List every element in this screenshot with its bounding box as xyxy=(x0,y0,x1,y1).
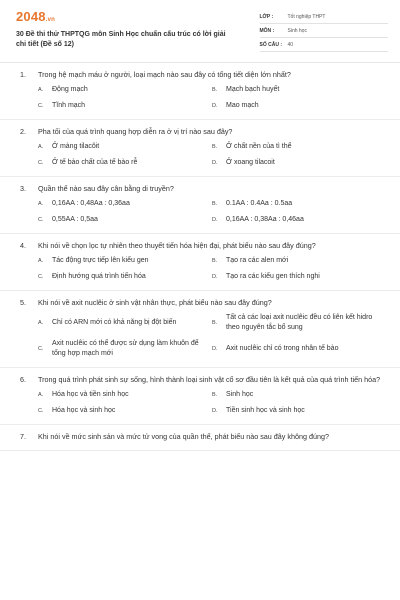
answer-option[interactable] xyxy=(38,390,212,400)
answer-text: Tĩnh mạch xyxy=(52,102,86,109)
question-item xyxy=(0,291,400,368)
answer-letter: D. xyxy=(212,103,218,109)
meta-value: 40 xyxy=(287,41,294,48)
question-number: 3. xyxy=(20,184,26,193)
question-number: 2. xyxy=(20,127,26,136)
answer-option[interactable] xyxy=(212,158,386,168)
answer-text: Tạo ra các kiểu gen thích nghi xyxy=(226,273,320,280)
answer-letter: A. xyxy=(38,201,44,207)
question-text: Quần thể nào sau đây cân bằng di truyền? xyxy=(38,184,174,193)
answer-letter: D. xyxy=(212,160,218,166)
answer-text: Động mạch xyxy=(52,86,88,93)
answer-letter: C. xyxy=(38,408,44,414)
answer-text: Ở tế bào chất của tế bào rễ xyxy=(52,159,138,166)
answer-option[interactable] xyxy=(38,256,212,266)
question-item xyxy=(0,63,400,120)
question-item xyxy=(0,425,400,451)
meta-value: Tốt nghiệp THPT xyxy=(287,13,326,20)
question-number: 7. xyxy=(20,432,26,441)
answer-option[interactable] xyxy=(212,390,386,400)
answer-option[interactable] xyxy=(38,272,212,282)
answer-option[interactable] xyxy=(38,85,212,95)
answer-text: Định hướng quá trình tiến hóa xyxy=(52,273,146,280)
answer-text: 0,55AA : 0,5aa xyxy=(52,216,98,223)
answer-option[interactable] xyxy=(38,101,212,111)
answer-letter: A. xyxy=(38,87,44,93)
answer-text: 0,16AA : 0,48Aa : 0,36aa xyxy=(52,200,130,207)
answer-letter: A. xyxy=(38,258,44,264)
question-list xyxy=(12,63,388,451)
answer-option[interactable] xyxy=(212,199,386,209)
answer-text: Chỉ có ARN mới có khả năng bị đột biến xyxy=(52,319,177,326)
exam-title: 30 Đề thi thử THPTQG môn Sinh Học chuẩn cấu trúc có lời giải chi tiết (Đề số 12) xyxy=(16,31,226,48)
answer-text: Sinh học xyxy=(226,391,254,398)
answer-option[interactable] xyxy=(38,339,212,359)
question-text: Trong hệ mạch máu ở người, loại mạch nào sau đây có tổng tiết diện lớn nhất? xyxy=(38,70,291,79)
answer-option[interactable] xyxy=(38,406,212,416)
question-item xyxy=(0,120,400,177)
answer-option[interactable] xyxy=(212,215,386,225)
answer-option[interactable] xyxy=(212,256,386,266)
header-left xyxy=(12,6,230,62)
answer-text: 0,16AA : 0,38Aa : 0,46aa xyxy=(226,216,304,223)
answer-option[interactable] xyxy=(212,339,386,359)
answer-text: Mao mạch xyxy=(226,102,259,109)
answer-option[interactable] xyxy=(38,215,212,225)
meta-row-count xyxy=(260,38,389,52)
question-number: 1. xyxy=(20,70,26,79)
answer-letter: B. xyxy=(212,87,218,93)
question-text: Trong quá trình phát sinh sự sống, hình thành loại sinh vật cổ sơ đầu tiên là kết quả của quá trình tiến hóa? xyxy=(38,375,381,384)
answer-options xyxy=(20,256,386,282)
answer-text: Tiền sinh học và sinh học xyxy=(226,407,305,414)
answer-option[interactable] xyxy=(212,313,386,333)
answer-letter: A. xyxy=(38,144,44,150)
logo-main: 2048 xyxy=(16,9,46,24)
answer-text: Mạch bạch huyết xyxy=(226,86,280,93)
answer-text: 0.1AA : 0.4Aa : 0.5aa xyxy=(226,200,293,207)
question-text: Khi nói về mức sinh sản và mức tử vong của quần thể, phát biểu nào sau đây không đúng? xyxy=(38,432,329,441)
meta-row-subject xyxy=(260,24,389,38)
question-item xyxy=(0,368,400,425)
answer-letter: B. xyxy=(212,392,218,398)
answer-letter: C. xyxy=(38,103,44,109)
answer-text: Tạo ra các alen mới xyxy=(226,257,289,264)
answer-option[interactable] xyxy=(212,101,386,111)
meta-row-grade xyxy=(260,10,389,24)
question-text: Khi nói về chọn lọc tự nhiên theo thuyết tiến hóa hiện đại, phát biểu nào sau đây đúng? xyxy=(38,241,316,250)
answer-option[interactable] xyxy=(38,158,212,168)
logo-tld: .vn xyxy=(45,17,56,23)
answer-letter: C. xyxy=(38,160,44,166)
answer-options xyxy=(20,199,386,225)
answer-letter: D. xyxy=(212,408,218,414)
answer-options xyxy=(20,390,386,416)
answer-letter: B. xyxy=(212,144,218,150)
meta-label: SỐ CÂU : xyxy=(259,41,282,48)
answer-letter: D. xyxy=(212,346,218,352)
question-item xyxy=(0,234,400,291)
answer-letter: B. xyxy=(212,258,218,264)
answer-option[interactable] xyxy=(212,142,386,152)
answer-option[interactable] xyxy=(212,85,386,95)
question-text: Khi nói về axit nuclêic ở sinh vật nhân thực, phát biểu nào sau đây đúng? xyxy=(38,298,272,307)
answer-text: Hóa học và sinh học xyxy=(52,407,116,414)
meta-value: Sinh học xyxy=(287,27,307,34)
answer-text: Ở màng tilacôit xyxy=(52,143,100,150)
answer-option[interactable] xyxy=(212,406,386,416)
answer-option[interactable] xyxy=(38,313,212,333)
meta-label: LỚP : xyxy=(259,13,274,20)
question-text-row xyxy=(20,240,386,251)
answer-text: Ở xoang tilacoit xyxy=(226,159,275,166)
answer-option[interactable] xyxy=(212,272,386,282)
answer-options xyxy=(20,142,386,168)
answer-letter: B. xyxy=(212,320,218,326)
answer-letter: D. xyxy=(212,217,218,223)
answer-text: Hóa học và tiền sinh học xyxy=(52,391,129,398)
answer-options xyxy=(20,313,386,359)
question-text-row xyxy=(20,69,386,80)
meta-label: MÔN : xyxy=(259,27,275,34)
question-text-row xyxy=(20,297,386,308)
answer-letter: C. xyxy=(38,274,44,280)
answer-text: Axit nuclêic chỉ có trong nhân tế bào xyxy=(226,345,339,352)
answer-option[interactable] xyxy=(38,199,212,209)
question-number: 4. xyxy=(20,241,26,250)
answer-letter: A. xyxy=(38,392,44,398)
answer-option[interactable] xyxy=(38,142,212,152)
question-text-row xyxy=(20,183,386,194)
answer-text: Tác động trực tiếp lên kiểu gen xyxy=(52,257,149,264)
question-item xyxy=(0,177,400,234)
site-logo[interactable] xyxy=(16,6,230,28)
answer-text: Tất cả các loại axit nuclêic đều có liên kết hidro theo nguyên tắc bổ sung xyxy=(226,314,373,331)
answer-letter: C. xyxy=(38,346,44,352)
question-number: 6. xyxy=(20,375,26,384)
question-text-row xyxy=(20,431,386,442)
answer-options xyxy=(20,85,386,111)
answer-letter: C. xyxy=(38,217,44,223)
question-text-row xyxy=(20,374,386,385)
answer-letter: B. xyxy=(212,201,218,207)
question-number: 5. xyxy=(20,298,26,307)
question-text: Pha tối của quá trình quang hợp diễn ra ở vị trí nào sau đây? xyxy=(38,127,233,136)
question-text-row xyxy=(20,126,386,137)
answer-text: Axit nuclêic có thể được sử dụng làm khuôn để tổng hợp mạch mới xyxy=(52,340,199,357)
exam-header xyxy=(12,0,388,62)
answer-letter: D. xyxy=(212,274,218,280)
answer-text: Ở chất nền của tì thể xyxy=(226,143,292,150)
exam-meta xyxy=(260,6,389,62)
answer-letter: A. xyxy=(38,320,44,326)
